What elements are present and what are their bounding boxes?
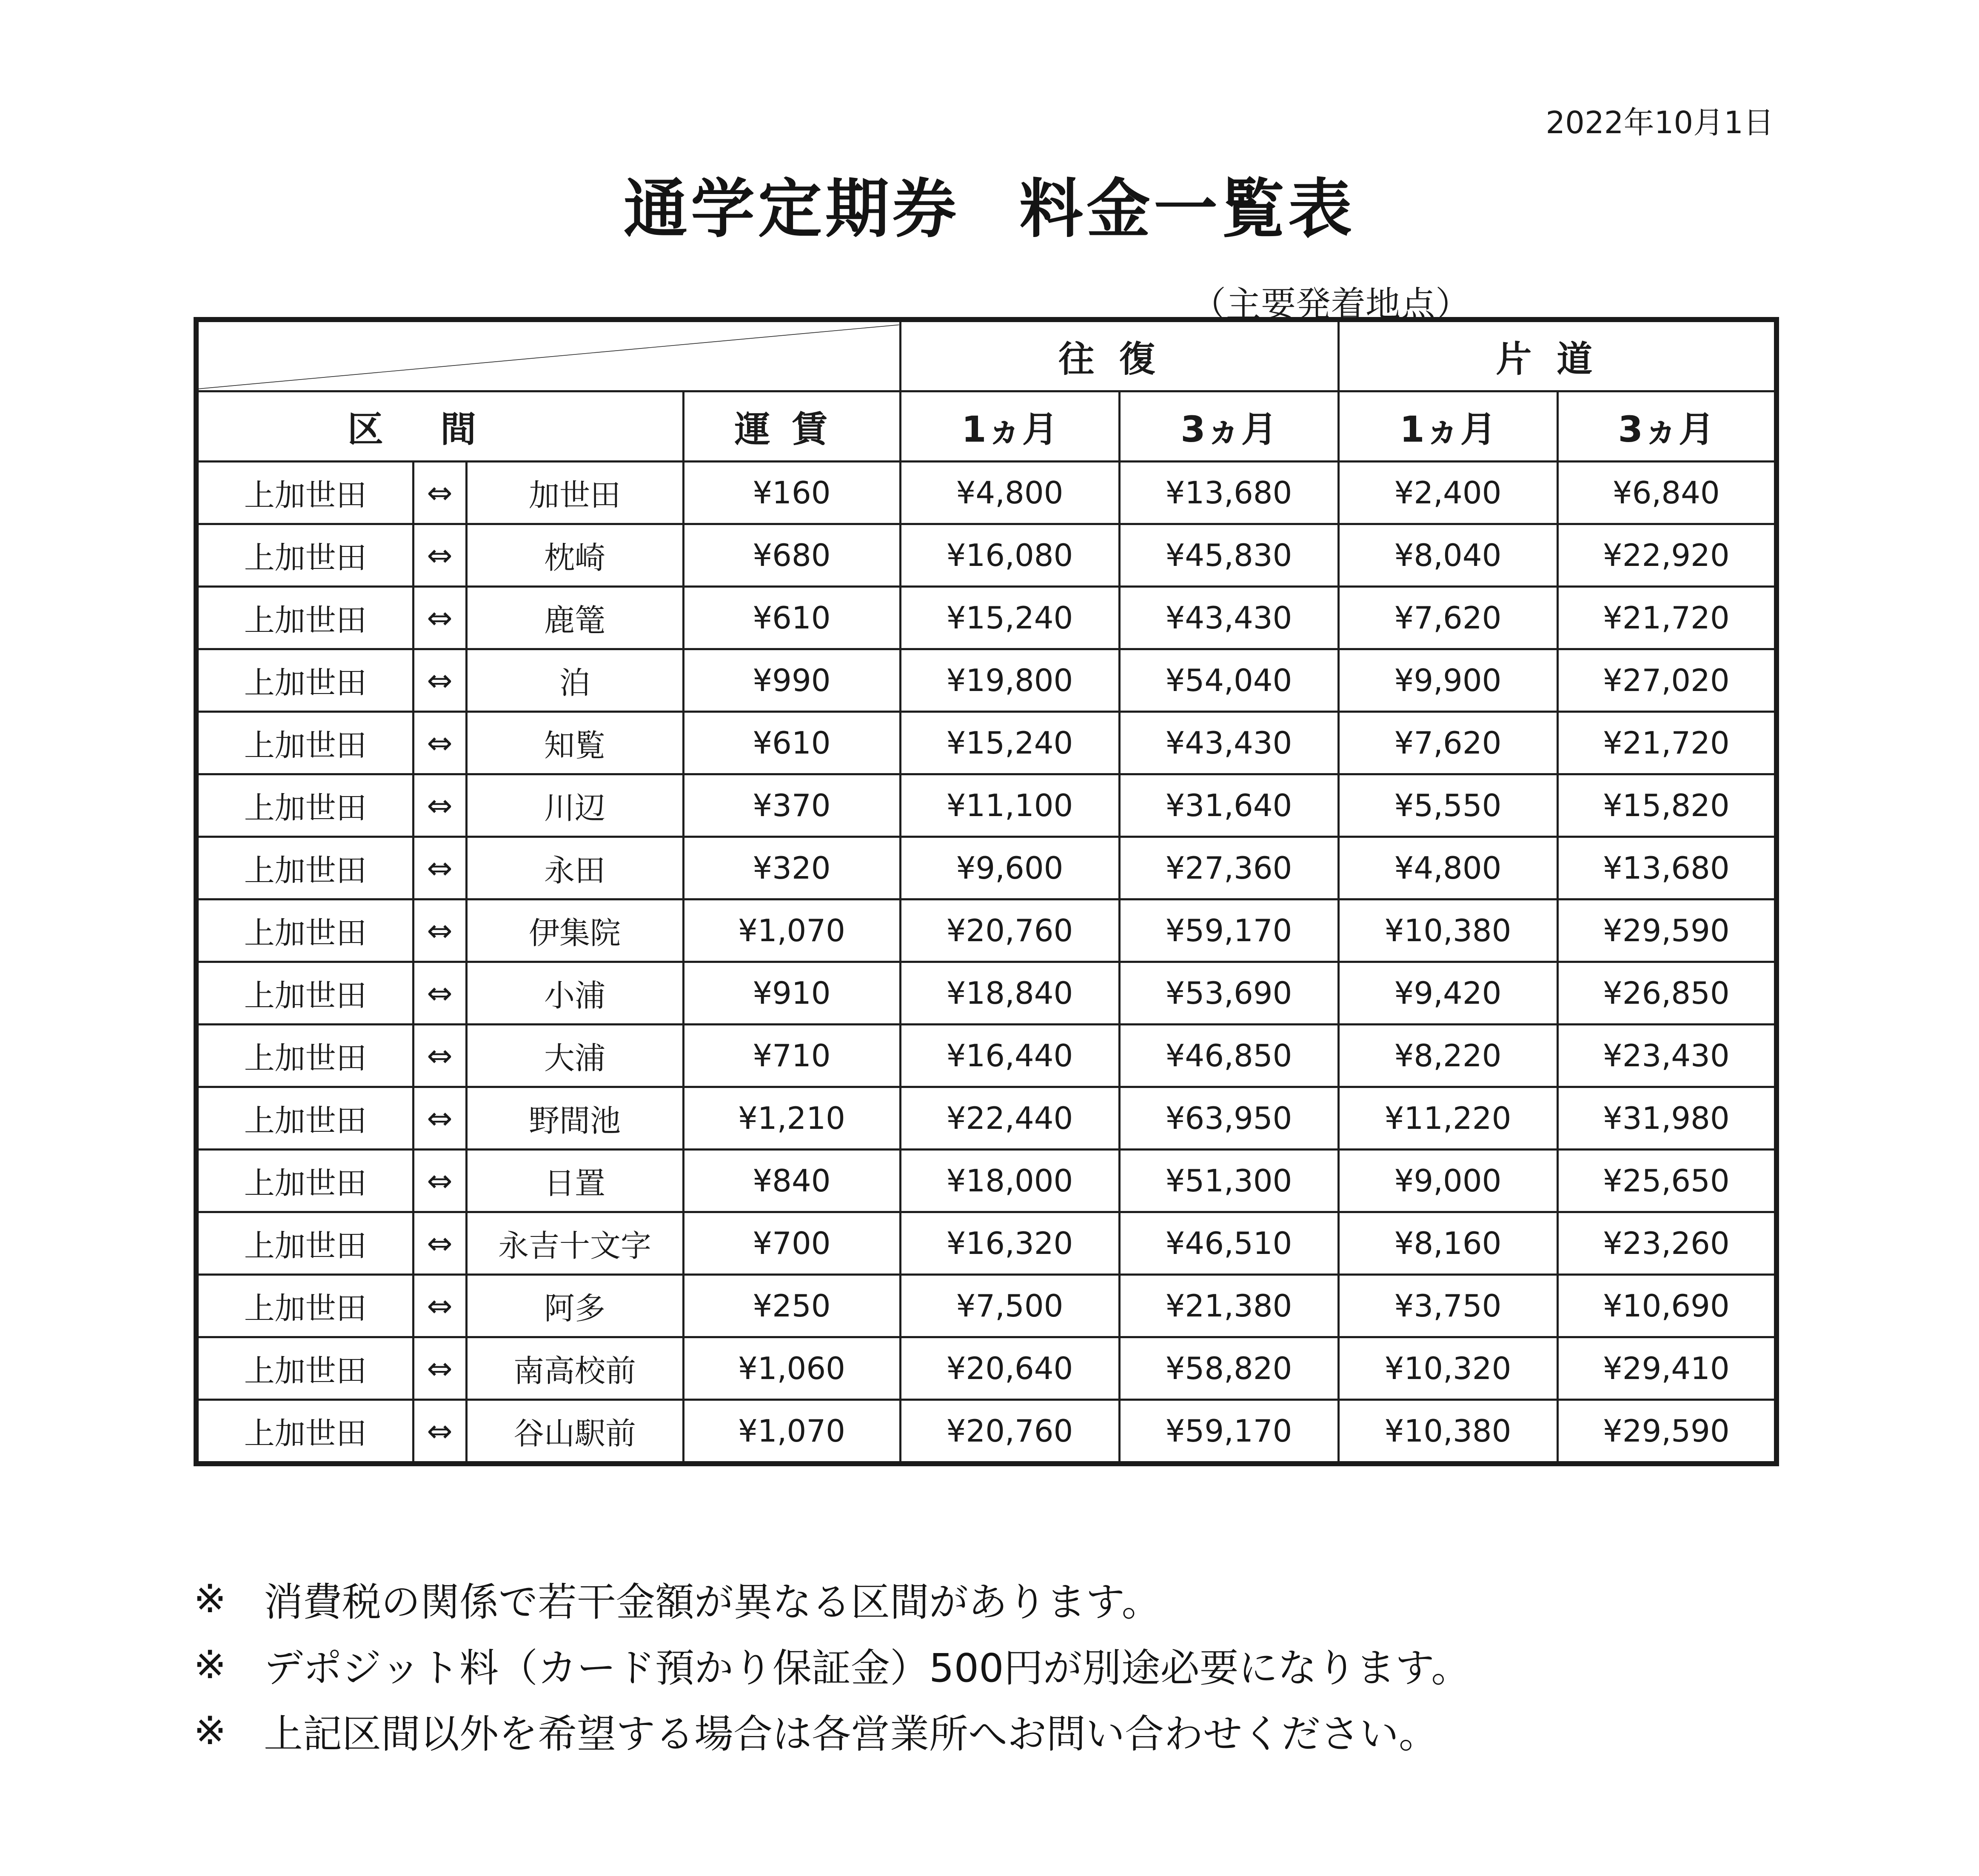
table-row — [196, 1212, 1777, 1275]
from-stop: 上加世田 — [196, 774, 413, 837]
one-way-3-months-header: 3ヵ月 — [1557, 391, 1777, 462]
round-trip-1-month-cell: ¥15,240 — [900, 712, 1119, 774]
table-row — [196, 962, 1777, 1025]
one-way-3-months-cell: ¥21,720 — [1557, 712, 1777, 774]
title-sub: 料金一覧表 — [1019, 172, 1356, 246]
note-text: 消費税の関係で若干金額が異なる区間があります。 — [264, 1579, 1161, 1625]
one-way-1-month-cell: ¥5,550 — [1338, 774, 1557, 837]
reference-mark-icon: ※ — [194, 1576, 227, 1622]
fare-cell: ¥710 — [683, 1025, 900, 1087]
table-row — [196, 1337, 1777, 1400]
one-way-1-month-cell: ¥3,750 — [1338, 1275, 1557, 1337]
arrow-icon: ⇔ — [413, 1150, 466, 1212]
round-trip-1-month-cell: ¥9,600 — [900, 837, 1119, 899]
to-stop: 南高校前 — [466, 1337, 683, 1400]
one-way-3-months-cell: ¥29,410 — [1557, 1337, 1777, 1400]
arrow-icon: ⇔ — [413, 1087, 466, 1150]
table-row — [196, 712, 1777, 774]
one-way-3-months-cell: ¥29,590 — [1557, 1400, 1777, 1464]
round-trip-3-months-cell: ¥51,300 — [1119, 1150, 1338, 1212]
header-group-row — [196, 320, 1777, 391]
arrow-icon: ⇔ — [413, 837, 466, 899]
to-stop: 大浦 — [466, 1025, 683, 1087]
arrow-icon: ⇔ — [413, 587, 466, 649]
section-header: 区間 — [196, 391, 683, 462]
round-trip-3-months-cell: ¥46,510 — [1119, 1212, 1338, 1275]
page-title — [0, 157, 1979, 249]
table-row — [196, 1275, 1777, 1337]
round-trip-1-month-cell: ¥20,760 — [900, 899, 1119, 962]
arrow-icon: ⇔ — [413, 1400, 466, 1464]
notes-list — [194, 1566, 1810, 1764]
one-way-1-month-cell: ¥11,220 — [1338, 1087, 1557, 1150]
round-trip-3-months-header: 3ヵ月 — [1119, 391, 1338, 462]
issue-date: 2022年10月1日 — [1546, 105, 1774, 140]
arrow-icon: ⇔ — [413, 962, 466, 1025]
round-trip-1-month-cell: ¥19,800 — [900, 649, 1119, 712]
note-text: 上記区間以外を希望する場合は各営業所へお問い合わせください。 — [264, 1711, 1438, 1757]
round-trip-3-months-cell: ¥63,950 — [1119, 1087, 1338, 1150]
one-way-3-months-cell: ¥13,680 — [1557, 837, 1777, 899]
one-way-1-month-cell: ¥8,220 — [1338, 1025, 1557, 1087]
from-stop: 上加世田 — [196, 712, 413, 774]
table-row — [196, 1150, 1777, 1212]
from-stop: 上加世田 — [196, 649, 413, 712]
round-trip-1-month-cell: ¥22,440 — [900, 1087, 1119, 1150]
table-row — [196, 899, 1777, 962]
round-trip-3-months-cell: ¥59,170 — [1119, 1400, 1338, 1464]
to-stop: 阿多 — [466, 1275, 683, 1337]
one-way-1-month-cell: ¥4,800 — [1338, 837, 1557, 899]
round-trip-group-header: 往復 — [900, 320, 1338, 391]
table-row — [196, 1400, 1777, 1464]
round-trip-3-months-cell: ¥45,830 — [1119, 524, 1338, 587]
round-trip-1-month-header: 1ヵ月 — [900, 391, 1119, 462]
round-trip-3-months-cell: ¥46,850 — [1119, 1025, 1338, 1087]
to-stop: 小浦 — [466, 962, 683, 1025]
fare-cell: ¥610 — [683, 712, 900, 774]
to-stop: 枕崎 — [466, 524, 683, 587]
one-way-3-months-cell: ¥23,430 — [1557, 1025, 1777, 1087]
one-way-1-month-cell: ¥9,420 — [1338, 962, 1557, 1025]
arrow-icon: ⇔ — [413, 1275, 466, 1337]
fare-cell: ¥1,070 — [683, 899, 900, 962]
table-row — [196, 587, 1777, 649]
from-stop: 上加世田 — [196, 962, 413, 1025]
to-stop: 永田 — [466, 837, 683, 899]
table-row — [196, 1087, 1777, 1150]
round-trip-1-month-cell: ¥4,800 — [900, 462, 1119, 524]
one-way-3-months-cell: ¥31,980 — [1557, 1087, 1777, 1150]
round-trip-3-months-cell: ¥43,430 — [1119, 587, 1338, 649]
arrow-icon: ⇔ — [413, 712, 466, 774]
header-label-row — [196, 391, 1777, 462]
fare-cell: ¥250 — [683, 1275, 900, 1337]
reference-mark-icon: ※ — [194, 1708, 227, 1753]
one-way-1-month-cell: ¥10,320 — [1338, 1337, 1557, 1400]
one-way-1-month-cell: ¥10,380 — [1338, 1400, 1557, 1464]
one-way-3-months-cell: ¥21,720 — [1557, 587, 1777, 649]
fare-cell: ¥320 — [683, 837, 900, 899]
from-stop: 上加世田 — [196, 1400, 413, 1464]
diagonal-header-cell — [196, 320, 900, 391]
from-stop: 上加世田 — [196, 524, 413, 587]
fare-table — [194, 317, 1779, 1466]
arrow-icon: ⇔ — [413, 524, 466, 587]
reference-mark-icon: ※ — [194, 1642, 227, 1688]
one-way-1-month-cell: ¥2,400 — [1338, 462, 1557, 524]
note-item — [194, 1566, 1810, 1632]
arrow-icon: ⇔ — [413, 899, 466, 962]
from-stop: 上加世田 — [196, 899, 413, 962]
one-way-3-months-cell: ¥10,690 — [1557, 1275, 1777, 1337]
one-way-3-months-cell: ¥25,650 — [1557, 1150, 1777, 1212]
from-stop: 上加世田 — [196, 1275, 413, 1337]
arrow-icon: ⇔ — [413, 1212, 466, 1275]
to-stop: 泊 — [466, 649, 683, 712]
round-trip-3-months-cell: ¥13,680 — [1119, 462, 1338, 524]
note-item — [194, 1698, 1810, 1764]
to-stop: 伊集院 — [466, 899, 683, 962]
from-stop: 上加世田 — [196, 1150, 413, 1212]
arrow-icon: ⇔ — [413, 1337, 466, 1400]
one-way-group-header: 片道 — [1338, 320, 1777, 391]
round-trip-3-months-cell: ¥59,170 — [1119, 899, 1338, 962]
arrow-icon: ⇔ — [413, 649, 466, 712]
table-row — [196, 524, 1777, 587]
to-stop: 野間池 — [466, 1087, 683, 1150]
to-stop: 鹿篭 — [466, 587, 683, 649]
one-way-1-month-header: 1ヵ月 — [1338, 391, 1557, 462]
fare-cell: ¥700 — [683, 1212, 900, 1275]
arrow-icon: ⇔ — [413, 462, 466, 524]
arrow-icon: ⇔ — [413, 1025, 466, 1087]
one-way-3-months-cell: ¥26,850 — [1557, 962, 1777, 1025]
one-way-1-month-cell: ¥8,040 — [1338, 524, 1557, 587]
title-main: 通学定期券 — [623, 172, 960, 246]
round-trip-1-month-cell: ¥20,760 — [900, 1400, 1119, 1464]
from-stop: 上加世田 — [196, 1087, 413, 1150]
round-trip-1-month-cell: ¥18,840 — [900, 962, 1119, 1025]
fare-cell: ¥990 — [683, 649, 900, 712]
table-row — [196, 774, 1777, 837]
round-trip-3-months-cell: ¥58,820 — [1119, 1337, 1338, 1400]
one-way-1-month-cell: ¥7,620 — [1338, 587, 1557, 649]
round-trip-1-month-cell: ¥7,500 — [900, 1275, 1119, 1337]
round-trip-1-month-cell: ¥16,440 — [900, 1025, 1119, 1087]
round-trip-1-month-cell: ¥16,320 — [900, 1212, 1119, 1275]
table-row — [196, 837, 1777, 899]
round-trip-3-months-cell: ¥31,640 — [1119, 774, 1338, 837]
table-row — [196, 649, 1777, 712]
round-trip-1-month-cell: ¥11,100 — [900, 774, 1119, 837]
one-way-1-month-cell: ¥7,620 — [1338, 712, 1557, 774]
from-stop: 上加世田 — [196, 1212, 413, 1275]
fare-cell: ¥680 — [683, 524, 900, 587]
note-item — [194, 1632, 1810, 1698]
round-trip-3-months-cell: ¥53,690 — [1119, 962, 1338, 1025]
fare-cell: ¥840 — [683, 1150, 900, 1212]
one-way-3-months-cell: ¥6,840 — [1557, 462, 1777, 524]
to-stop: 谷山駅前 — [466, 1400, 683, 1464]
fare-cell: ¥1,070 — [683, 1400, 900, 1464]
from-stop: 上加世田 — [196, 462, 413, 524]
fare-cell: ¥1,060 — [683, 1337, 900, 1400]
round-trip-1-month-cell: ¥20,640 — [900, 1337, 1119, 1400]
main-locations-note: （主要発着地点） — [1191, 284, 1471, 325]
note-text: デポジット料（カード預かり保証金）500円が別途必要になります。 — [264, 1645, 1471, 1691]
one-way-1-month-cell: ¥8,160 — [1338, 1212, 1557, 1275]
arrow-icon: ⇔ — [413, 774, 466, 837]
one-way-3-months-cell: ¥27,020 — [1557, 649, 1777, 712]
from-stop: 上加世田 — [196, 1025, 413, 1087]
round-trip-1-month-cell: ¥16,080 — [900, 524, 1119, 587]
one-way-3-months-cell: ¥29,590 — [1557, 899, 1777, 962]
to-stop: 日置 — [466, 1150, 683, 1212]
one-way-3-months-cell: ¥15,820 — [1557, 774, 1777, 837]
fare-cell: ¥910 — [683, 962, 900, 1025]
round-trip-3-months-cell: ¥43,430 — [1119, 712, 1338, 774]
from-stop: 上加世田 — [196, 1337, 413, 1400]
one-way-3-months-cell: ¥23,260 — [1557, 1212, 1777, 1275]
fare-cell: ¥370 — [683, 774, 900, 837]
from-stop: 上加世田 — [196, 837, 413, 899]
to-stop: 永吉十文字 — [466, 1212, 683, 1275]
round-trip-1-month-cell: ¥15,240 — [900, 587, 1119, 649]
one-way-1-month-cell: ¥9,000 — [1338, 1150, 1557, 1212]
fare-cell: ¥160 — [683, 462, 900, 524]
round-trip-3-months-cell: ¥21,380 — [1119, 1275, 1338, 1337]
table-row — [196, 462, 1777, 524]
one-way-1-month-cell: ¥9,900 — [1338, 649, 1557, 712]
one-way-3-months-cell: ¥22,920 — [1557, 524, 1777, 587]
fare-cell: ¥610 — [683, 587, 900, 649]
to-stop: 川辺 — [466, 774, 683, 837]
from-stop: 上加世田 — [196, 587, 413, 649]
diagonal-line — [199, 322, 899, 390]
one-way-1-month-cell: ¥10,380 — [1338, 899, 1557, 962]
round-trip-3-months-cell: ¥27,360 — [1119, 837, 1338, 899]
fare-header: 運賃 — [683, 391, 900, 462]
fare-cell: ¥1,210 — [683, 1087, 900, 1150]
to-stop: 知覧 — [466, 712, 683, 774]
round-trip-1-month-cell: ¥18,000 — [900, 1150, 1119, 1212]
round-trip-3-months-cell: ¥54,040 — [1119, 649, 1338, 712]
to-stop: 加世田 — [466, 462, 683, 524]
table-row — [196, 1025, 1777, 1087]
